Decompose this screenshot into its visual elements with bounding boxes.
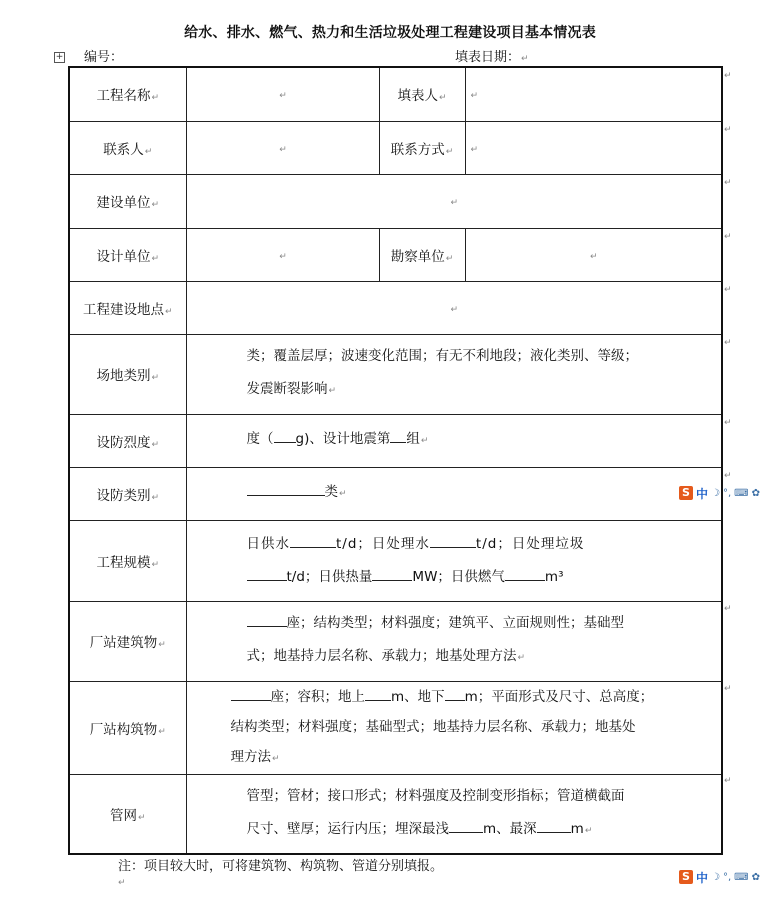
scale-label: 工程规模↵ — [69, 520, 186, 601]
blank[interactable] — [372, 566, 412, 581]
ime-mode-toggle[interactable]: 中 — [696, 870, 709, 885]
row-end-mark: ↵ — [724, 604, 732, 614]
survey-unit-cell[interactable]: ↵ — [465, 228, 722, 281]
pipe-network-cell[interactable] — [186, 774, 722, 854]
filler-cell[interactable]: ↵ — [465, 67, 722, 121]
site-category-line2: 发震断裂影响↵ — [246, 381, 337, 397]
footnote: 注：项目较大时，可将建筑物、构筑物、管道分别填报。 — [118, 859, 444, 874]
site-category-line1: 类；覆盖层厚；波速变化范围；有无不利地段；液化类别、等级； — [246, 348, 638, 364]
table-move-handle-icon[interactable]: + — [55, 52, 64, 62]
blank[interactable] — [365, 686, 391, 701]
scale-line1: 日供水 t/d；日处理水 t/d；日处理垃圾 — [247, 528, 672, 561]
blank[interactable] — [430, 533, 476, 548]
table-row — [69, 334, 722, 414]
project-name-cell[interactable]: ↵ — [186, 67, 379, 121]
table-row — [69, 601, 722, 681]
table-row — [69, 174, 722, 228]
blank[interactable] — [247, 612, 287, 627]
punctuation-icon[interactable]: °, — [722, 487, 732, 499]
contact-cell[interactable]: ↵ — [186, 121, 379, 174]
blank[interactable] — [274, 428, 296, 443]
station-building-cell[interactable] — [186, 601, 722, 681]
contact-method-label: 联系方式↵ — [379, 121, 465, 174]
contact-label: 联系人↵ — [69, 121, 186, 174]
blank[interactable] — [231, 686, 271, 701]
intensity-label: 设防烈度↵ — [69, 414, 186, 467]
site-category-label: 场地类别↵ — [69, 334, 186, 414]
row-end-mark: ↵ — [724, 776, 732, 786]
blank[interactable] — [290, 533, 336, 548]
moon-icon[interactable]: ☽ — [711, 487, 720, 499]
keyboard-icon[interactable]: ⌨ — [734, 871, 749, 883]
blank[interactable] — [247, 566, 287, 581]
pipe-network-label: 管网↵ — [69, 774, 186, 854]
ime-toolbar[interactable] — [679, 869, 760, 885]
table-row — [69, 121, 722, 174]
blank[interactable] — [449, 818, 483, 833]
project-info-table — [68, 66, 723, 855]
survey-unit-label: 勘察单位↵ — [379, 228, 465, 281]
blank[interactable] — [445, 686, 465, 701]
row-end-mark: ↵ — [724, 232, 732, 242]
pipe-network-line2: 尺寸、壁厚；运行内压；埋深最浅 m、最深 m↵ — [247, 813, 672, 848]
row-end-mark: ↵ — [724, 338, 732, 348]
station-building-line1: 座；结构类型；材料强度；建筑平、立面规则性；基础型 — [247, 607, 672, 640]
table-row — [69, 67, 722, 121]
builder-label: 建设单位↵ — [69, 174, 186, 228]
table-row — [69, 228, 722, 281]
pipe-network-line1: 管型；管材；接口形式；材料强度及控制变形指标；管道横截面 — [246, 787, 625, 804]
blank[interactable] — [537, 818, 571, 833]
location-cell[interactable]: ↵ — [186, 281, 722, 334]
row-end-mark: ↵ — [724, 471, 732, 481]
number-label: 编号： — [84, 50, 124, 65]
row-end-mark: ↵ — [724, 418, 732, 428]
table-row — [69, 281, 722, 334]
filler-label: 填表人↵ — [379, 67, 465, 121]
keyboard-icon[interactable]: ⌨ — [734, 487, 749, 499]
date-label: 填表日期：↵ — [455, 50, 529, 65]
row-end-mark: ↵ — [724, 125, 732, 135]
ime-mode-toggle[interactable]: 中 — [696, 486, 709, 501]
table-row — [69, 681, 722, 774]
station-structure-label: 厂站构筑物↵ — [69, 681, 186, 774]
location-label: 工程建设地点↵ — [69, 281, 186, 334]
blank[interactable] — [247, 481, 325, 496]
ime-toolbar[interactable] — [679, 485, 760, 501]
station-structure-cell[interactable] — [186, 681, 722, 774]
row-end-mark: ↵ — [724, 285, 732, 295]
station-building-label: 厂站建筑物↵ — [69, 601, 186, 681]
row-end-mark: ↵ — [724, 178, 732, 188]
scale-line2: t/d；日供热量 MW；日供燃气 m³ — [247, 561, 672, 594]
tools-icon[interactable]: ✿ — [751, 871, 760, 883]
tools-icon[interactable]: ✿ — [751, 487, 760, 499]
paragraph-mark: ↵ — [118, 878, 126, 888]
ime-logo-icon[interactable]: S — [679, 486, 693, 500]
designer-label: 设计单位↵ — [69, 228, 186, 281]
table-row — [69, 414, 722, 467]
row-end-mark: ↵ — [724, 71, 732, 81]
fortification-label: 设防类别↵ — [69, 467, 186, 520]
contact-method-cell[interactable]: ↵ — [465, 121, 722, 174]
blank[interactable] — [390, 428, 406, 443]
row-end-mark: ↵ — [724, 684, 732, 694]
intensity-cell[interactable]: 度（ g)、设计地震第 组↵ — [186, 414, 722, 467]
station-structure-line3: 理方法↵ — [230, 748, 280, 765]
moon-icon[interactable]: ☽ — [711, 871, 720, 883]
table-row — [69, 520, 722, 601]
scale-cell[interactable] — [186, 520, 722, 601]
ime-logo-icon[interactable]: S — [679, 870, 693, 884]
site-category-cell[interactable] — [186, 334, 722, 414]
table-row — [69, 467, 722, 520]
project-name-label: 工程名称↵ — [69, 67, 186, 121]
designer-cell[interactable]: ↵ — [186, 228, 379, 281]
builder-cell[interactable]: ↵ — [186, 174, 722, 228]
blank[interactable] — [505, 566, 545, 581]
table-row — [69, 774, 722, 854]
station-building-line2: 式；地基持力层名称、承载力；地基处理方法↵ — [246, 648, 526, 664]
punctuation-icon[interactable]: °, — [722, 871, 732, 883]
station-structure-line2: 结构类型；材料强度；基础型式；地基持力层名称、承载力；地基处 — [230, 718, 636, 735]
fortification-cell[interactable]: 类↵ — [186, 467, 722, 520]
station-structure-line1: 座；容积；地上 m、地下 m；平面形式及尺寸、总高度； — [231, 682, 692, 712]
form-title: 给水、排水、燃气、热力和生活垃圾处理工程建设项目基本情况表 — [184, 25, 596, 41]
